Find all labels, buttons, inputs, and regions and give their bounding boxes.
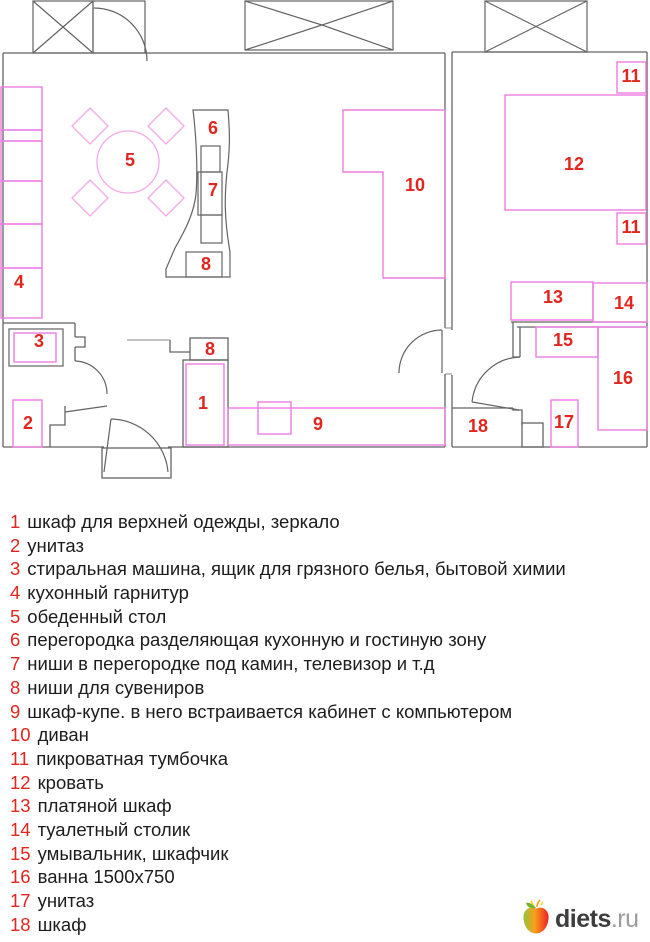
plan-label: 8 — [200, 254, 212, 274]
legend-item-number: 13 — [10, 795, 31, 817]
plan-labels — [14, 66, 641, 436]
legend-item-text: туалетный столик — [37, 818, 191, 840]
legend-item-text: платяной шкаф — [37, 795, 172, 817]
legend-item-number: 10 — [10, 724, 31, 746]
plan-label: 16 — [612, 368, 634, 388]
legend-item-number: 5 — [10, 605, 21, 627]
bathroom-left-door — [65, 361, 107, 412]
window-kitchen — [33, 1, 93, 53]
plan-label: 7 — [207, 180, 219, 200]
legend-item — [10, 605, 566, 629]
legend-item — [10, 818, 566, 842]
bed — [505, 95, 646, 210]
legend-item-number: 17 — [10, 890, 31, 911]
logo-text — [555, 905, 639, 934]
bathroom-right-door — [472, 357, 520, 410]
legend-item — [10, 723, 566, 747]
legend-item-number: 7 — [10, 653, 21, 675]
window-living-room — [245, 1, 393, 50]
legend-item-number: 15 — [10, 842, 31, 864]
legend-item-number: 8 — [10, 676, 21, 698]
furniture — [1, 62, 647, 447]
legend-item-number: 6 — [10, 629, 21, 651]
legend-item — [10, 652, 566, 676]
legend-item-text: ванна 1500х750 — [37, 866, 175, 888]
legend-item-text: ниши в перегородке под камин, телевизор и т.д — [27, 653, 435, 675]
legend-item-text: шкаф-купе. в него встраивается кабинет с компьютером — [27, 700, 513, 722]
window-bedroom — [485, 1, 587, 52]
plan-label: 10 — [404, 175, 426, 195]
dining-chair — [72, 108, 108, 144]
entrance-porch — [102, 448, 171, 478]
plan-label: 2 — [22, 413, 34, 433]
legend-item — [10, 747, 566, 771]
legend-item-number: 11 — [10, 747, 30, 769]
legend-item-number: 14 — [10, 818, 31, 840]
plan-label: 14 — [613, 293, 635, 313]
partition-niche-top — [201, 146, 220, 172]
legend-item — [10, 700, 566, 724]
legend-item — [10, 913, 566, 937]
legend-item — [10, 889, 566, 913]
plan-label: 6 — [207, 118, 219, 138]
legend-item-text: обеденный стол — [27, 605, 167, 627]
legend-item-text: пикроватная тумбочка — [36, 747, 229, 769]
plan-label: 15 — [552, 330, 574, 350]
legend-item — [10, 842, 566, 866]
legend-item — [10, 771, 566, 795]
plan-label: 9 — [312, 414, 324, 434]
legend-item-text: унитаз — [27, 534, 84, 556]
wall-pillar — [522, 423, 543, 447]
legend-item — [10, 676, 566, 700]
legend-item — [10, 628, 566, 652]
plan-label: 18 — [467, 416, 489, 436]
plan-label: 13 — [542, 287, 564, 307]
plan-label: 17 — [553, 412, 575, 432]
apple-icon — [520, 898, 552, 941]
plan-label: 8 — [204, 339, 216, 359]
logo-domain: .ru — [610, 905, 639, 933]
legend-item — [10, 534, 566, 558]
legend-item-text: кухонный гарнитур — [27, 582, 189, 604]
legend — [10, 510, 566, 936]
legend-item-number: 2 — [10, 534, 21, 556]
legend-item — [10, 557, 566, 581]
balcony-door — [93, 1, 147, 61]
legend-item-number: 3 — [10, 558, 21, 580]
plan-label: 1 — [197, 393, 209, 413]
legend-item-number: 4 — [10, 582, 21, 604]
legend-item-text: шкаф — [37, 913, 87, 935]
plan-label: 5 — [124, 150, 136, 170]
legend-item — [10, 510, 566, 534]
dining-chair — [148, 180, 184, 216]
legend-item-text: ниши для сувениров — [27, 676, 205, 698]
plan-label: 11 — [621, 217, 641, 237]
legend-item-text: перегородка разделяющая кухонную и гостиную зону — [27, 629, 487, 651]
legend-item — [10, 794, 566, 818]
legend-item-text: шкаф для верхней одежды, зеркало — [27, 511, 340, 532]
legend-item-number: 1 — [10, 511, 21, 532]
plan-label: 4 — [13, 272, 25, 292]
dining-chair — [148, 108, 184, 144]
diets-ru-logo[interactable] — [520, 898, 639, 941]
plan-label: 3 — [33, 331, 45, 351]
logo-name: diets — [555, 905, 611, 933]
computer-cabinet — [258, 402, 291, 434]
windows — [33, 1, 587, 61]
legend-item-text: кровать — [37, 771, 104, 793]
living-bedroom-door — [399, 330, 442, 373]
legend-item-text: умывальник, шкафчик — [37, 842, 229, 864]
legend-item-number: 12 — [10, 771, 31, 793]
legend-item-text: стиральная машина, ящик для грязного белья, бытовой химии — [27, 558, 566, 580]
dining-chair — [72, 180, 108, 216]
legend-item — [10, 581, 566, 605]
wardrobe-coupe — [228, 402, 445, 445]
entrance-door — [104, 419, 168, 472]
legend-item-text: унитаз — [37, 890, 95, 911]
legend-item-number: 18 — [10, 913, 31, 935]
legend-item-text: диван — [37, 724, 89, 746]
sofa — [343, 110, 445, 278]
partition-niche-mid — [201, 215, 222, 243]
legend-item — [10, 865, 566, 889]
legend-item-number: 16 — [10, 866, 31, 888]
plan-label: 11 — [621, 66, 641, 86]
legend-item-number: 9 — [10, 700, 21, 722]
plan-label: 12 — [563, 154, 585, 174]
